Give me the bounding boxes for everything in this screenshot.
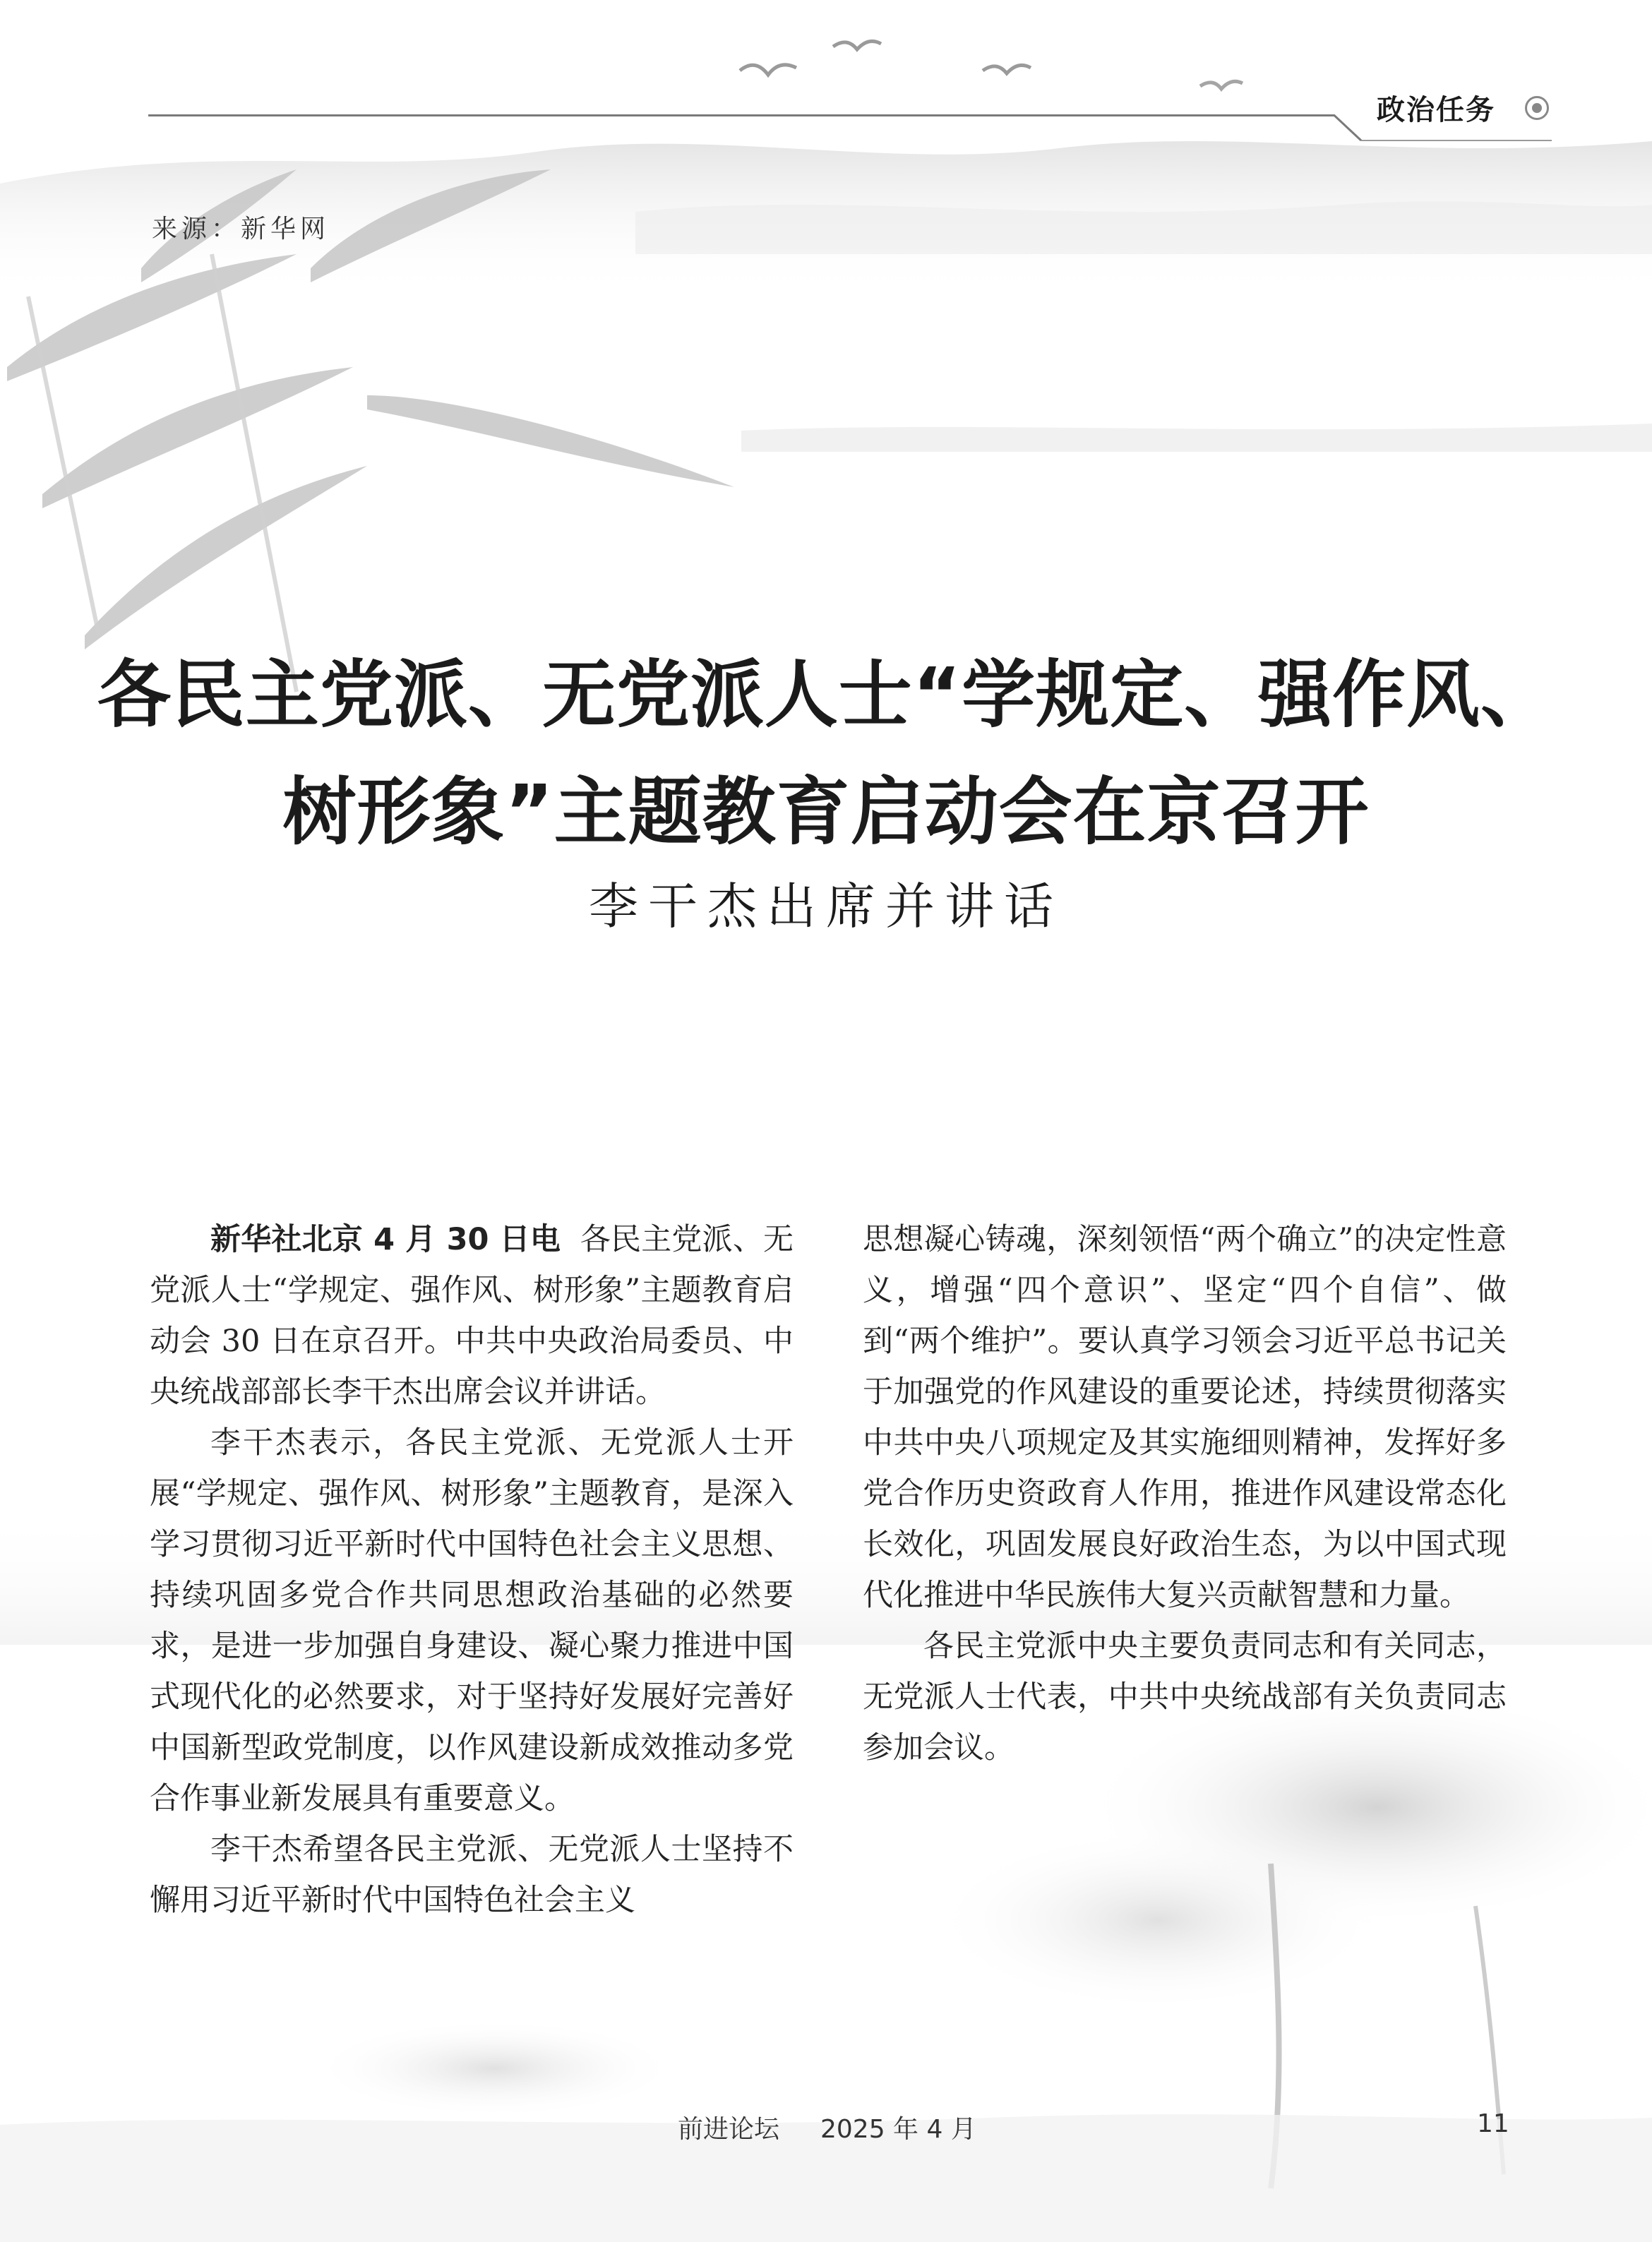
dateline: 新华社北京 4 月 30 日电 xyxy=(210,1222,561,1257)
page-number: 11 xyxy=(1477,2109,1509,2138)
header-rule-lower xyxy=(1361,140,1552,141)
article-subtitle: 李干杰出席并讲话 xyxy=(589,877,1063,935)
article-title-line-2: 树形象”主题教育启动会在京召开 xyxy=(282,769,1370,855)
paragraph-continued: 思想凝心铸魂，深刻领悟“两个确立”的决定性意义，增强“四个意识”、坚定“四个自信”、做到“两个维护”。要认真学习领会习近平总书记关于加强党的作风建设的重要论述，持续贯彻落实中共中央八项规定及其实施细则精神，发挥好多党合作历史资政育人作用，推进作风建设常态化长效化，巩固发展良好政治生态，为以中国式现代化推进中华民族伟大复兴贡献智慧和力量。 xyxy=(863,1222,1507,1613)
section-label: 政治任务 xyxy=(1377,93,1495,126)
paragraph-text: 各民主党派、无党派人士“学规定、强作风、树形象”主题教育启动会 30 日在京召开。中共中央政治局委员、中央统战部部长李干杰出席会议并讲话。 xyxy=(150,1222,794,1410)
paragraph xyxy=(150,1214,794,1417)
paragraph: 各民主党派中央主要负责同志和有关同志，无党派人士代表，中共中央统战部有关负责同志参加会议。 xyxy=(863,1629,1507,1766)
footer-issue-date: 2025 年 4 月 xyxy=(820,2115,976,2144)
source-line: 来源：新华网 xyxy=(152,215,330,244)
paragraph: 李干杰希望各民主党派、无党派人士坚持不懈用习近平新时代中国特色社会主义 xyxy=(150,1832,794,1918)
body-column-right xyxy=(863,1214,1507,1773)
header-rule-notch xyxy=(1320,114,1363,143)
section-bullet-icon xyxy=(1525,96,1549,120)
body-column-left xyxy=(150,1214,794,1926)
paragraph: 李干杰表示，各民主党派、无党派人士开展“学规定、强作风、树形象”主题教育，是深入学习贯彻习近平新时代中国特色社会主义思想、持续巩固多党合作共同思想政治基础的必然要求，是进一步加强自身建设、凝心聚力推进中国式现代化的必然要求，对于坚持好发展好完善好中国新型政党制度，以作风建设新成效推动多党合作事业新发展具有重要意义。 xyxy=(150,1425,794,1816)
article-title-line-1: 各民主党派、无党派人士“学规定、强作风、 xyxy=(97,652,1555,738)
footer-publication: 前进论坛 xyxy=(678,2115,780,2144)
header-rule xyxy=(148,114,1334,116)
